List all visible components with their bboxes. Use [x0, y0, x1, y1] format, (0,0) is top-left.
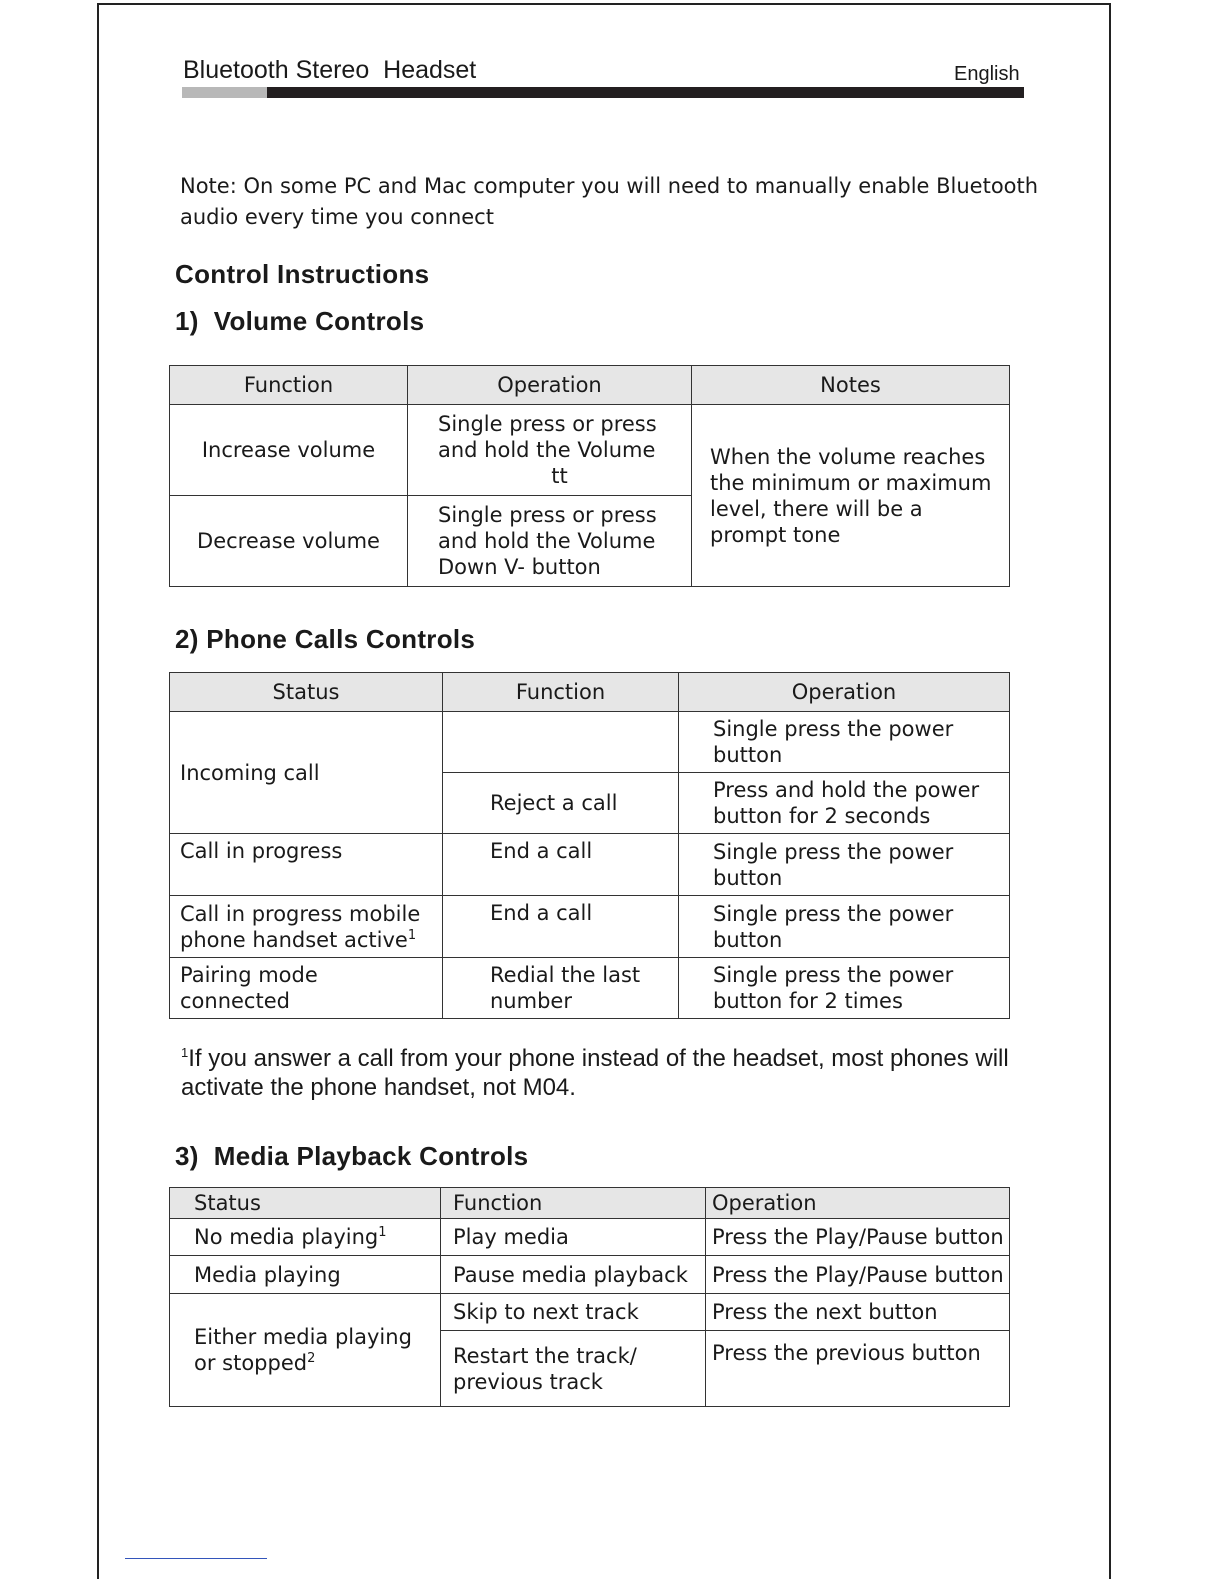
- volume-header-operation: Operation: [408, 366, 692, 405]
- phone-function-cell: [443, 712, 679, 773]
- phone-operation-cell: Press and hold the power button for 2 seconds: [679, 773, 1010, 834]
- status-text: No media playing: [194, 1225, 379, 1249]
- table-row: [170, 834, 1010, 896]
- phone-controls-heading: 2) Phone Calls Controls: [175, 624, 476, 654]
- phone-operation-cell: Single press the power button: [679, 834, 1010, 896]
- phone-operation-cell: Single press the power button: [679, 896, 1010, 958]
- header-language: English: [954, 63, 1020, 85]
- table-row: [170, 712, 1010, 773]
- header-rule: [267, 87, 1024, 98]
- table-row: [170, 405, 1010, 496]
- status-text: Either media playing or stopped: [194, 1325, 412, 1375]
- volume-row-function: Increase volume: [170, 405, 408, 496]
- operation-line: and hold the Volume: [438, 438, 656, 462]
- media-operation-cell: Press the Play/Pause button: [706, 1256, 1010, 1294]
- volume-header-function: Function: [170, 366, 408, 405]
- note-paragraph: Note: On some PC and Mac computer you will need to manually enable Bluetooth audio every time you connect: [180, 174, 1039, 229]
- header-title: Bluetooth Stereo Headset: [183, 56, 477, 84]
- media-function-cell: Restart the track/ previous track: [441, 1331, 706, 1407]
- volume-notes-cell: When the volume reaches the minimum or maximum level, there will be a prompt tone: [692, 405, 1010, 587]
- volume-table: [169, 365, 1010, 587]
- media-operation-cell: Press the next button: [706, 1294, 1010, 1331]
- phone-table: [169, 672, 1010, 1019]
- phone-operation-cell: Single press the power button: [679, 712, 1010, 773]
- media-status-cell: [170, 1219, 441, 1256]
- phone-function-cell: End a call: [443, 896, 679, 958]
- phone-status-cell: [170, 896, 443, 958]
- phone-function-cell: End a call: [443, 834, 679, 896]
- footnote-marker: 1: [407, 927, 417, 943]
- volume-row-operation: [408, 496, 692, 587]
- media-function-cell: Pause media playback: [441, 1256, 706, 1294]
- media-status-cell: [170, 1294, 441, 1407]
- volume-row-operation: [408, 405, 692, 496]
- status-text: Call in progress mobile phone handset active: [180, 901, 421, 952]
- table-row: [170, 1256, 1010, 1294]
- media-function-cell: Play media: [441, 1219, 706, 1256]
- media-header-operation: Operation: [706, 1188, 1010, 1219]
- phone-status-cell: Incoming call: [170, 712, 443, 834]
- media-operation-cell: Press the Play/Pause button: [706, 1219, 1010, 1256]
- footnote-text: If you answer a call from your phone instead of the headset, most phones will activate the phone handset, not M04.: [181, 1045, 1009, 1101]
- footnote: [181, 1044, 1041, 1102]
- phone-status-cell: Call in progress: [170, 834, 443, 896]
- media-function-cell: Skip to next track: [441, 1294, 706, 1331]
- header-rule-accent: [182, 87, 267, 98]
- volume-controls-heading: 1) Volume Controls: [175, 306, 425, 336]
- phone-status-cell: Pairing mode connected: [170, 958, 443, 1019]
- volume-header-notes: Notes: [692, 366, 1010, 405]
- table-row: [170, 1219, 1010, 1256]
- table-row: [170, 1294, 1010, 1331]
- footnote-marker: 2: [307, 1351, 316, 1366]
- operation-line: and hold the Volume: [438, 529, 656, 553]
- table-row: [170, 958, 1010, 1019]
- media-operation-cell: Press the previous button: [706, 1331, 1010, 1407]
- media-status-cell: Media playing: [170, 1256, 441, 1294]
- operation-line: Down V- button: [438, 555, 601, 579]
- phone-function-cell: Reject a call: [443, 773, 679, 834]
- footer-rule: [125, 1558, 267, 1559]
- operation-line: Single press or press: [438, 503, 657, 527]
- media-controls-heading: 3) Media Playback Controls: [175, 1141, 529, 1171]
- media-header-status: Status: [170, 1188, 441, 1219]
- media-table: [169, 1187, 1010, 1407]
- footnote-marker: 1: [181, 1045, 189, 1060]
- volume-row-function: Decrease volume: [170, 496, 408, 587]
- phone-function-cell: Redial the last number: [443, 958, 679, 1019]
- footnote-marker: 1: [378, 1225, 387, 1240]
- phone-header-operation: Operation: [679, 673, 1010, 712]
- phone-header-status: Status: [170, 673, 443, 712]
- table-row: [170, 896, 1010, 958]
- phone-header-function: Function: [443, 673, 679, 712]
- operation-line: tt: [551, 464, 568, 488]
- operation-line: Single press or press: [438, 412, 657, 436]
- media-header-function: Function: [441, 1188, 706, 1219]
- phone-operation-cell: Single press the power button for 2 times: [679, 958, 1010, 1019]
- control-instructions-heading: Control Instructions: [175, 259, 430, 289]
